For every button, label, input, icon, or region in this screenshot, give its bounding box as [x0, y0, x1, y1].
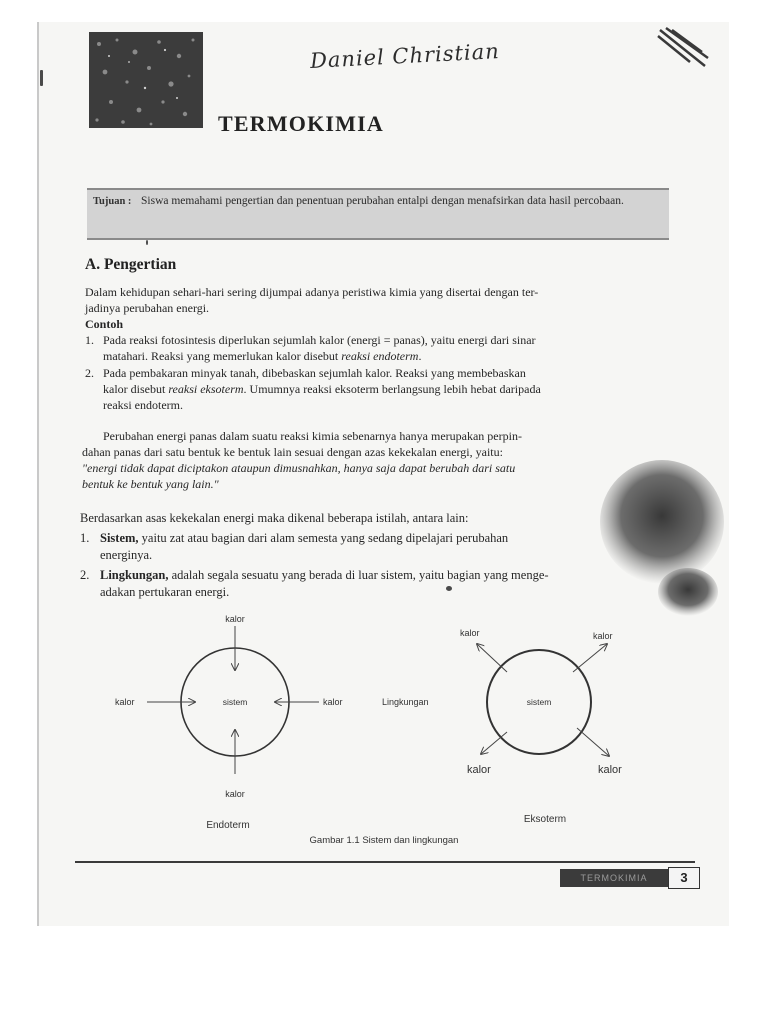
- example-item-line: reaksi endoterm.: [103, 398, 183, 412]
- example-item-line: [103, 348, 421, 364]
- eksoterm-arrow-top-right: [573, 644, 607, 672]
- term-number: 2.: [80, 568, 90, 582]
- eksoterm-arrow-bottom-left: [481, 732, 507, 754]
- term-name: Lingkungan,: [100, 568, 169, 582]
- endoterm-kalor-bottom: kalor: [225, 789, 245, 799]
- term-line: energinya.: [100, 548, 153, 562]
- term-line: adakan pertukaran energi.: [100, 585, 230, 599]
- term-number: 1.: [80, 531, 90, 545]
- example-text: kalor disebut: [103, 382, 169, 396]
- example-item-2: [85, 365, 685, 415]
- term-line: [100, 567, 549, 583]
- conservation-line-2: dahan panas dari satu bentuk ke bentuk lain sesuai dengan azas kekekalan energi, yaitu:: [82, 445, 503, 459]
- example-item-number: 1.: [85, 333, 94, 347]
- eksoterm-system-label: sistem: [526, 697, 552, 707]
- chapter-image: [89, 32, 203, 128]
- terms-intro: Berdasarkan asas kekekalan energi maka dikenal beberapa istilah, antara lain:: [80, 511, 469, 525]
- conservation-quote-2: bentuk ke bentuk yang lain.": [82, 477, 219, 491]
- endoterm-label: Endoterm: [206, 820, 250, 831]
- term-text: yaitu zat atau bagian dari alam semesta yang sedang dipelajari perubahan: [138, 531, 509, 545]
- eksoterm-kalor-top-left: kalor: [460, 628, 480, 638]
- endoterm-kalor-left: kalor: [115, 697, 135, 707]
- example-text: .: [418, 349, 422, 363]
- footer-chapter-tab: TERMOKIMIA: [560, 869, 668, 887]
- environment-label: Lingkungan: [382, 697, 429, 707]
- eksoterm-kalor-bottom-left: kalor: [467, 764, 491, 776]
- figure-caption: Gambar 1.1 Sistem dan lingkungan: [309, 835, 459, 846]
- objective-box: [87, 188, 669, 240]
- section-heading: A. Pengertian: [85, 256, 177, 273]
- example-term: reaksi eksoterm: [168, 382, 244, 396]
- example-item-number: 2.: [85, 366, 94, 380]
- example-item-line: Pada reaksi fotosintesis diperlukan sejumlah kalor (energi = panas), yaitu energi dari sinar: [103, 333, 536, 347]
- eksoterm-arrow-bottom-right: [577, 728, 609, 756]
- term-name: Sistem,: [100, 531, 139, 545]
- intro-line-1: Dalam kehidupan sehari-hari sering dijumpai adanya peristiwa kimia yang disertai dengan ter-: [85, 285, 539, 299]
- endoterm-kalor-right: kalor: [323, 697, 343, 707]
- signature: Daniel Christian: [309, 39, 501, 73]
- page-number: 3: [668, 867, 700, 889]
- example-item-1: [85, 332, 685, 366]
- term-text: adalah segala sesuatu yang berada di luar sistem, yaitu bagian yang menge-: [168, 568, 549, 582]
- example-term: reaksi endoterm: [341, 349, 419, 363]
- scan-speck: [146, 240, 148, 245]
- conservation-quote-1: "energi tidak dapat diciptakon ataupun dimusnahkan, hanya saja dapat berubah dari satu: [82, 461, 516, 475]
- scan-speck: [40, 70, 43, 86]
- scan-scribble: [650, 26, 710, 71]
- eksoterm-kalor-bottom-right: kalor: [598, 764, 622, 776]
- eksoterm-arrow-top-left: [477, 644, 507, 672]
- system-diagram: [95, 610, 635, 860]
- example-item-line: [103, 381, 541, 397]
- example-text: . Umumnya reaksi eksoterm berlangsung lebih hebat daripada: [243, 382, 541, 396]
- conservation-line-1: Perubahan energi panas dalam suatu reaksi kimia sebenarnya hanya merupakan perpin-: [103, 429, 522, 443]
- eksoterm-label: Eksoterm: [523, 814, 567, 825]
- term-line: [100, 530, 508, 546]
- scan-smudge: [592, 452, 724, 622]
- eksoterm-kalor-top-right: kalor: [593, 631, 613, 641]
- example-text: matahari. Reaksi yang memerlukan kalor disebut: [103, 349, 342, 363]
- example-label: Contoh: [85, 317, 124, 331]
- example-item-line: Pada pembakaran minyak tanah, dibebaskan sejumlah kalor. Reaksi yang membebaskan: [103, 366, 526, 380]
- footer-rule: [75, 861, 695, 863]
- objective-text: Siswa memahami pengertian dan penentuan perubahan entalpi dengan menafsirkan data hasil percobaan.: [141, 195, 624, 207]
- endoterm-system-label: sistem: [222, 697, 248, 707]
- intro-line-2: jadinya perubahan energi.: [85, 301, 210, 315]
- endoterm-kalor-top: kalor: [225, 614, 245, 624]
- chapter-title: TERMOKIMIA: [218, 111, 384, 136]
- objective-label: Tujuan :: [93, 196, 132, 207]
